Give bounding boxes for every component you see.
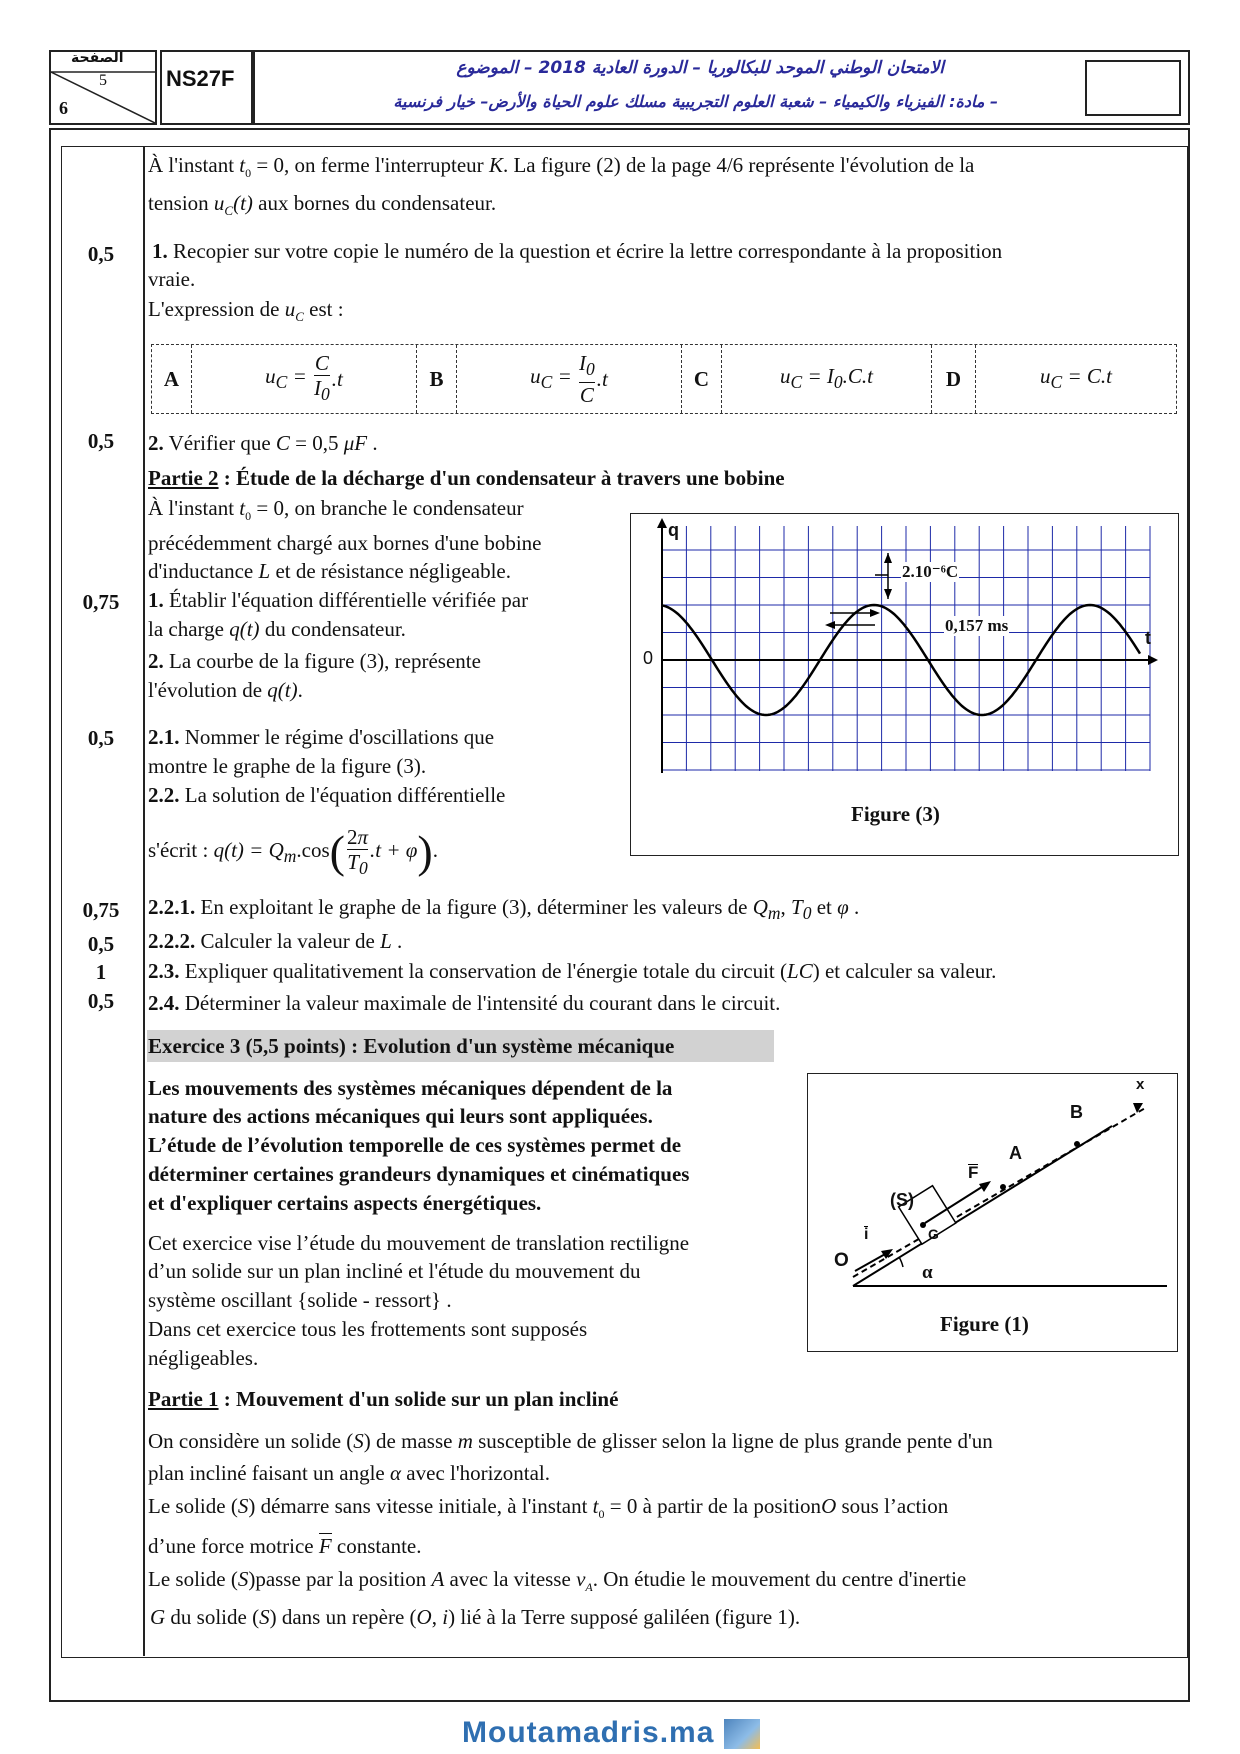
p2-q22-line: 2.2. La solution de l'équation différentielle: [148, 783, 506, 807]
q1-line-2: vraie.: [148, 267, 196, 291]
p2-line-1: À l'instant $t_0 = 0$, on branche le condensateur: [148, 496, 524, 524]
ex3-para-3: système oscillant {solide - ressort} .: [148, 1288, 452, 1312]
ex3-bold-3: L’étude de l’évolution temporelle de ces systèmes permet de: [148, 1133, 682, 1157]
option-letter-a: A: [152, 345, 192, 413]
ex3-para-1: Cet exercice vise l’étude du mouvement de translation rectiligne: [148, 1231, 690, 1255]
p2-q221-line: 2.2.1. En exploitant le graphe de la figure (3), déterminer les valeurs de $Q_m$, $T_0$ et φ .: [148, 895, 860, 924]
time-arrow-left-head: [870, 609, 880, 617]
figure-1-alpha-label: α: [922, 1262, 933, 1283]
ex3-bold-1: Les mouvements des systèmes mécaniques dépendent de la: [148, 1076, 673, 1100]
option-letter-c: C: [682, 345, 722, 413]
p2-q21-line: 2.1. Nommer le régime d'oscillations que: [148, 725, 495, 749]
q2-line: 2. Vérifier que C = 0,5 μF .: [148, 431, 378, 455]
footer-logo-text: Moutamadris.ma: [462, 1716, 715, 1749]
p2-q21-line-2: montre le graphe de la figure (3).: [148, 754, 427, 778]
footer-logo-icon: [724, 1719, 760, 1749]
points-q2: 0,5: [87, 429, 115, 453]
p2-q1-line: 1. Établir l'équation différentielle vérifiée par: [148, 588, 529, 612]
page-box: [49, 50, 157, 125]
x-axis-arrow-icon: [1133, 1103, 1143, 1113]
points-p2-q23: 1: [95, 960, 107, 984]
option-formula-b: $u_C$ = $\frac{I_0}{C}$ .t: [457, 345, 682, 413]
part1-heading: Partie 1 : Mouvement d'un solide sur un plan incliné: [148, 1387, 619, 1411]
ex3-bold-5: et d'expliquer certains aspects énergétiques.: [148, 1191, 542, 1215]
force-f-arrow-head: [979, 1181, 991, 1192]
figure-3-caption: Figure (3): [851, 802, 940, 826]
time-arrow-right-head: [825, 621, 835, 629]
figure-3-y-label: q: [668, 520, 679, 540]
page-number: 5: [99, 72, 107, 89]
ex3-bold-4: déterminer certaines grandeurs dynamiques et cinématiques: [148, 1162, 690, 1186]
title-line-1: الامتحان الوطني الموحد للبكالوريا – الدورة العادية 2018 – الموضوع: [456, 58, 944, 78]
charge-arrow-down: [884, 589, 892, 599]
exam-code: NS27F: [166, 66, 235, 91]
figure-1-caption: Figure (1): [940, 1312, 1029, 1336]
intro-line-2: tension $u_C(t)$ aux bornes du condensateur.: [148, 191, 497, 219]
option-formula-d: $u_C = C.t$: [1040, 364, 1112, 393]
exercise-3-title-text: Exercice 3 (5,5 points) : Evolution d'un système mécanique: [148, 1034, 675, 1058]
part2-heading: Partie 2 : Étude de la décharge d'un condensateur à travers une bobine: [148, 466, 785, 490]
option-formula-c: $u_C = I_0.C.t$: [722, 345, 932, 413]
ex3-para-4: Dans cet exercice tous les frottements sont supposés: [148, 1317, 588, 1341]
p2-line-2: précédemment chargé aux bornes d'une bobine: [148, 531, 542, 555]
point-a-dot: [1000, 1184, 1006, 1190]
points-q1: 0,5: [87, 242, 115, 266]
q1-line: 1. Recopier sur votre copie le numéro de la question et écrire la lettre correspondante à la proposition: [152, 239, 1003, 263]
p2-q2-line-2: l'évolution de q(t).: [148, 678, 303, 702]
p1-line-3: Le solide (S) démarre sans vitesse initiale, à l'instant $t_0 = 0$ à partir de la positionO sous l’action: [148, 1494, 949, 1522]
p1-line-1: On considère un solide (S) de masse m susceptible de glisser selon la ligne de plus grande pente d'un: [148, 1429, 993, 1453]
intro-line-1: À l'instant $t_0 = 0$, on ferme l'interrupteur K. La figure (2) de la page 4/6 représente l'évolution de la: [148, 153, 975, 181]
point-b-dot: [1074, 1141, 1080, 1147]
q1-expr-line: L'expression de $u_C$ est :: [148, 297, 344, 325]
p2-q24-line: 2.4. Déterminer la valeur maximale de l'intensité du courant dans le circuit.: [148, 991, 781, 1015]
option-formula-a: $u_C$ = $\frac{C}{I_0}$ .t: [192, 345, 417, 413]
figure-1-x-label: x: [1136, 1076, 1145, 1093]
points-p2-q21: 0,5: [87, 726, 115, 750]
points-p2-q24: 0,5: [87, 989, 115, 1013]
title-box: [253, 50, 1190, 125]
p2-q22-formula: s'écrit : $q(t) = Q_m.\cos$( $\frac{2\pi}{T_0}$ .t + φ).: [148, 824, 438, 878]
p1-line-2: plan incliné faisant un angle α avec l'horizontal.: [148, 1461, 551, 1485]
page-label: الصفحة: [71, 50, 124, 66]
p2-q2-line: 2. La courbe de la figure (3), représente: [148, 649, 481, 673]
ex3-para-2: d’un solide sur un plan incliné et l'étude du mouvement du: [148, 1259, 641, 1283]
ex3-bold-2: nature des actions mécaniques qui leurs sont appliquées.: [148, 1104, 653, 1128]
p2-line-3: d'inductance L et de résistance négligeable.: [148, 559, 511, 583]
p1-line-4: d’une force motrice F constante.: [148, 1534, 422, 1558]
p1-line-6: G du solide (S) dans un repère (O, i) lié à la Terre supposé galiléen (figure 1).: [150, 1605, 801, 1629]
figure-1-g-label: G: [928, 1226, 939, 1242]
figure-3-time-annotation: 0,157 ms: [945, 616, 1009, 635]
footer-logo: [462, 1716, 760, 1750]
figure-1-f-label: F: [968, 1163, 979, 1182]
code-box: [160, 50, 253, 125]
grade-box: [1085, 60, 1181, 116]
points-p2-q221: 0,75: [82, 898, 120, 922]
ex3-para-5: négligeables.: [148, 1346, 259, 1370]
figure-1-s-label: (S): [890, 1190, 914, 1210]
charge-arrow-up: [884, 553, 892, 563]
figure-1-i-label: i: [864, 1226, 869, 1243]
figure-3-origin: 0: [643, 648, 654, 668]
option-letter-b: B: [417, 345, 457, 413]
option-letter-d: D: [932, 345, 976, 413]
figure-1-b-label: B: [1070, 1102, 1083, 1122]
figure-3-y-arrow: [657, 518, 667, 528]
figure-3-charge-annotation: 2.10⁻⁶C: [902, 562, 959, 581]
options-table: [151, 344, 1177, 414]
p2-q222-line: 2.2.2. Calculer la valeur de L .: [148, 929, 403, 953]
figure-3-x-arrow: [1148, 655, 1158, 665]
angle-arc: [899, 1257, 903, 1267]
title-line-2: – مادة: الفيزياء والكيمياء – شعبة العلوم التجريبية مسلك علوم الحياة والأرض– خيار فرنسية: [393, 92, 998, 111]
p2-q1-line-2: la charge q(t) du condensateur.: [148, 617, 406, 641]
points-p2-q222: 0,5: [87, 932, 115, 956]
figure-3-x-label: t: [1145, 628, 1151, 648]
points-p2-q1: 0,75: [82, 590, 120, 614]
page-total: 6: [59, 98, 68, 118]
figure-1-a-label: A: [1009, 1143, 1022, 1163]
p1-line-5: Le solide (S)passe par la position A avec la vitesse $v_A$. On étudie le mouvement du centre d'inertie: [148, 1567, 967, 1595]
figure-1-o-label: O: [834, 1250, 849, 1271]
figure-1-diagram: [807, 1073, 1178, 1352]
p2-q23-line: 2.3. Expliquer qualitativement la conservation de l'énergie totale du circuit (LC) et calculer sa valeur.: [148, 959, 997, 983]
